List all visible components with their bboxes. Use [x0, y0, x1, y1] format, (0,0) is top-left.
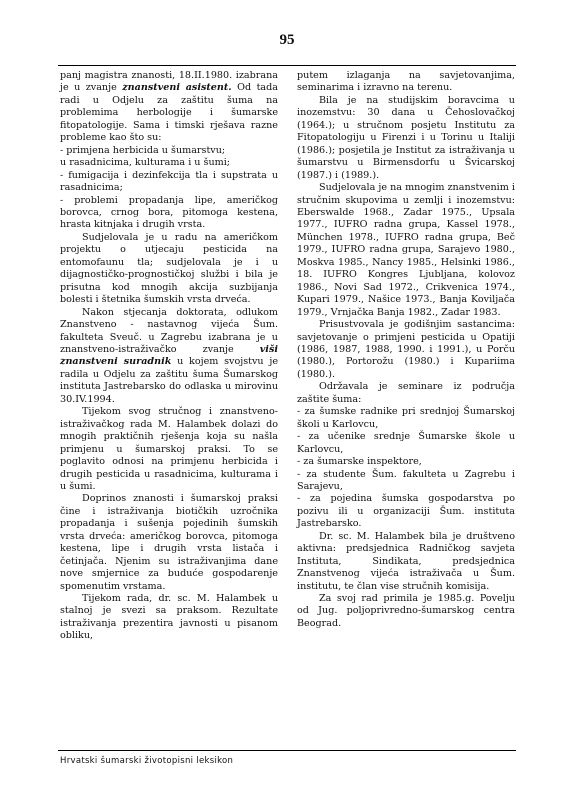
right-column-paragraph: Bila je na studijskim boravcima u inozemstvu: 30 dana u Čehoslovačkoj (1964.); u stručnom posjetu Institutu za Fitopatologiju u Firenzi i u Torinu u Italiji (1986.); posjetila je Institut za istraživanja u šumarstvu u Birmensdorfu u Švicarskoj (1987.) i (1989.). — [297, 94, 515, 181]
left-column-paragraph: Tijekom rada, dr. sc. M. Halambek u stalnoj je svezi sa praksom. Rezultate istraživanja prezentira javnosti u pisanom obliku, — [60, 593, 278, 642]
header-rule — [58, 65, 516, 66]
left-column-paragraph: Tijekom svog stručnog i znanstveno-istraživačkog rada M. Halambek dolazi do mnogih praktičnih rješenja koja su našla primjenu u šumarskoj praksi. To se poglavito odnosi na primjenu herbicida i drugih pesticida u rasadnicima, kulturama i u šumi. — [60, 406, 278, 492]
left-column-paragraph: Sudjelovala je u radu na američkom projektu o utjecaju pesticida na entomofaunu tla; sudjelovala je i u dijagnostičko-prognostičkoj službi i bila je prisutna kod mnogih akcija suzbijanja bolesti i štetnika šumskih vrsta drveća. — [60, 231, 278, 306]
right-column-paragraph: - za šumarske inspektore, — [297, 456, 422, 468]
page-number: 95 — [279, 32, 295, 48]
right-column-paragraph: - za učenike srednje Šumarske škole u Karlovcu, — [297, 431, 515, 455]
right-column-paragraph: - za pojedina šumska gospodarstva po pozivu ili u organizaciji Šum. instituta Jastrebarsko. — [297, 493, 515, 530]
left-column — [60, 70, 278, 643]
footer-text: Hrvatski šumarski životopisni leksikon — [60, 756, 234, 766]
right-column-paragraph: Prisustvovala je godišnjim sastancima: savjetovanje o primjeni pesticida u Opatiji (1986, 1987, 1988, 1990. i 1991.), u Porču (1980.), Portorožu (1980.) i Kupariima (1980.). — [297, 319, 515, 380]
left-column-paragraph: Nakon stjecanja doktorata, odlukom Znanstveno - nastavnog vijeća Šum. fakulteta Sveuč. u Zagrebu izabrana je u znanstveno-istraživačko zvanje viši znanstveni suradnik u kojem svojstvu je radila u Odjelu za zaštitu šuma Šumarskog instituta Jastrebarsko do odlaska u mirovinu 30.IV.1994. — [60, 306, 278, 405]
right-column — [297, 70, 515, 630]
right-column-paragraph: - za studente Šum. fakulteta u Zagrebu i Sarajevu, — [297, 468, 515, 492]
right-column-paragraph: Dr. sc. M. Halambek bila je društveno aktivna: predsjednica Radničkog savjeta Instituta, Sindikata, predsjednica Znanstvenog vijeća istraživača u Šum. institutu, te član vise stručnih komisija. — [297, 530, 515, 592]
left-column-paragraph: - problemi propadanja lipe, američkog borovca, crnog bora, pitomoga kestena, hrasta kitnjaka i drugih vrsta. — [60, 194, 278, 231]
left-column-paragraph: panj magistra znanosti, 18.II.1980. izabrana je u zvanje znanstveni asistent. Od tada radi u Odjelu za zaštitu šuma na problemima herbologije i šumarske fitopatologije. Sama i timski rješava razne probleme kao što su: — [60, 70, 279, 144]
left-column-paragraph: - primjena herbicida u šumarstvu; — [60, 144, 226, 156]
right-column-paragraph: Za svoj rad primila je 1985.g. Povelju od Jug. poljoprivredno-šumarskog centra Beograd. — [297, 593, 515, 629]
right-column-paragraph: - za šumske radnike pri srednjoj Šumarskoj školi u Karlovcu, — [297, 406, 515, 430]
left-column-paragraph: u rasadnicima, kulturama i u šumi; — [60, 157, 231, 169]
left-column-paragraph: Doprinos znanosti i šumarskoj praksi čine i istraživanja biotičkih uzročnika propadanja i sušenja pojedinih šumskih vrsta drveća: američkog borovca, pitomoga kestena, lipe i drugih vrsta listača i četinjača. Njenim su istraživanjima dane nove smjernice za buduće gospodarenje spomenutim vrstama. — [60, 493, 278, 592]
right-column-paragraph: Sudjelovala je na mnogim znanstvenim i stručnim skupovima u zemlji i inozemstvu: Eberswalde 1968., Zadar 1975., Upsala 1977., IUFRO radna grupa, Kassel 1978., München 1978., IUFRO radna grupa, Beč 1979., IUFRO radna grupa, Sarajevo 1980., Moskva 1985., Nancy 1985., Helsinki 1986., 18. IUFRO Kongres Ljubljana, kolovoz 1986., Novi Sad 1972., Crikvenica 1974., Kupari 1979., Našice 1973., Banja Koviljača 1979., Vrnjačka Banja 1982., Zadar 1983. — [297, 182, 515, 318]
footer-rule — [58, 750, 516, 751]
right-column-paragraph: Održavala je seminare iz područja zaštite šuma: — [297, 381, 515, 405]
right-column-paragraph: putem izlaganja na savjetovanjima, seminarima i izravno na terenu. — [297, 70, 515, 94]
left-column-paragraph: - fumigacija i dezinfekcija tla i supstrata u rasadnicima; — [60, 169, 278, 194]
